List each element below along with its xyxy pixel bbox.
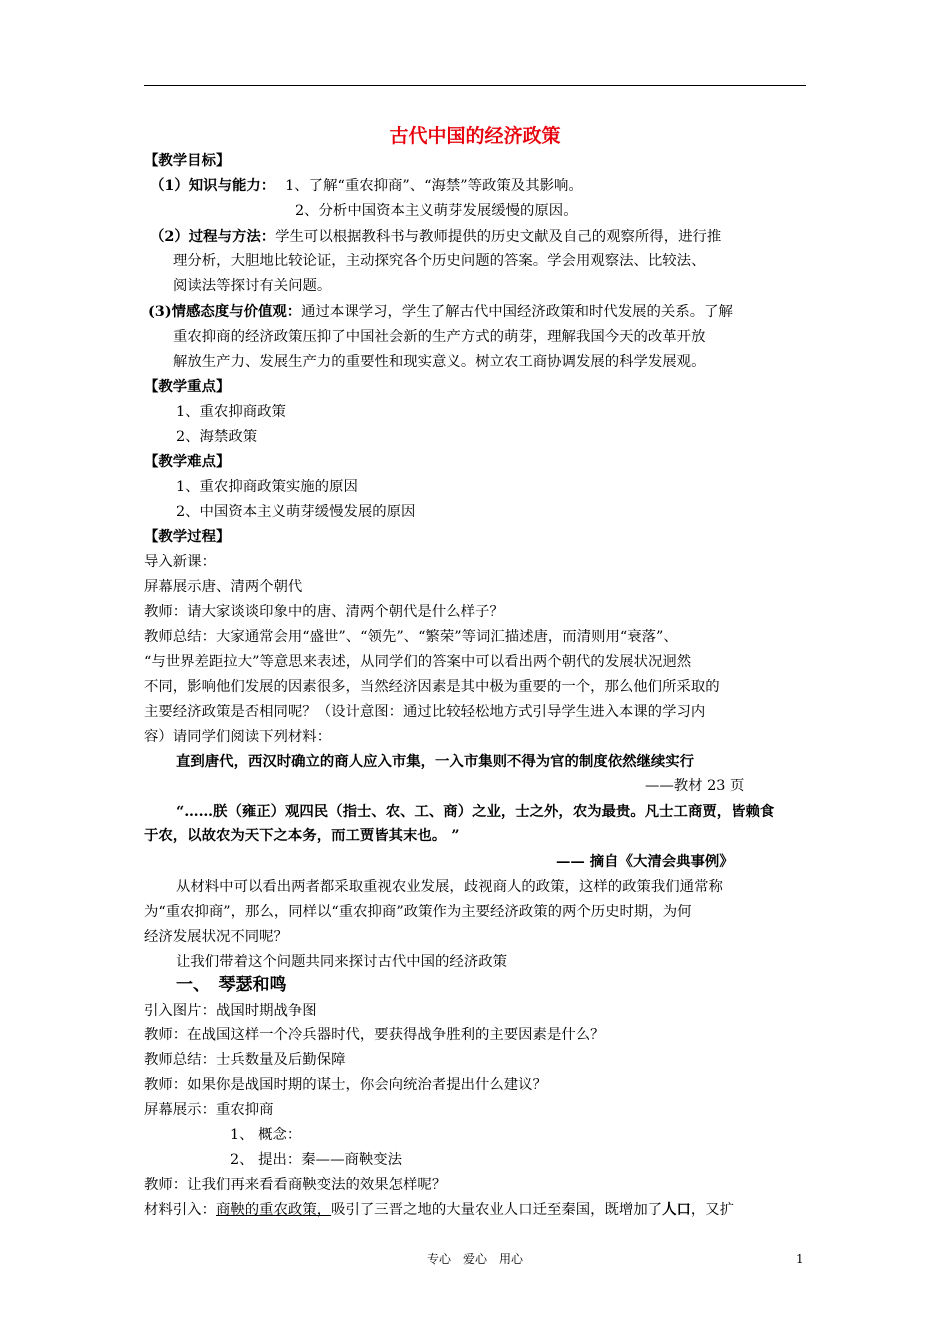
paragraph-line: 导入新课： xyxy=(144,554,216,570)
paragraph-line: 引入图片：战国时期战争图 xyxy=(144,1003,317,1019)
paragraph-line: 屏幕展示唐、清两个朝代 xyxy=(144,579,303,595)
page-number: 1 xyxy=(796,1252,804,1266)
paragraph-line: 屏幕展示：重农抑商 xyxy=(144,1102,274,1118)
objective-text: 2、分析中国资本主义萌芽发展缓慢的原因。 xyxy=(295,203,578,219)
quote-line: 直到唐代，西汉时确立的商人应入市集，一入市集则不得为官的制度依然继续实行 xyxy=(176,753,695,770)
objective-label: （1）知识与能力： xyxy=(150,177,276,194)
list-item: 2、 提出：秦——商鞅变法 xyxy=(230,1152,403,1168)
bold-term: 人口 xyxy=(662,1201,691,1218)
section-heading-objectives: 【教学目标】 xyxy=(144,152,231,169)
quote-line: 于农，以故农为天下之本务，而工贾皆其末也。 ” xyxy=(144,827,460,844)
objective-text: 重农抑商的经济政策压抑了中国社会新的生产方式的萌芽，理解我国今天的改革开放 xyxy=(173,329,706,345)
paragraph-line: 教师：请大家谈谈印象中的唐、清两个朝代是什么样子？ xyxy=(144,604,504,620)
objective-text: 1、了解“重农抑商”、“海禁”等政策及其影响。 xyxy=(285,178,583,194)
section-heading-process: 【教学过程】 xyxy=(144,528,231,545)
paragraph-line: 教师：让我们再来看看商鞅变法的效果怎样呢？ xyxy=(144,1177,447,1193)
quote-line: “……朕（雍正）观四民（指士、农、工、商）之业，士之外，农为最贵。凡士工商贾，皆赖食 xyxy=(176,803,775,820)
section-heading-key-points: 【教学重点】 xyxy=(144,378,231,395)
objective-text: 解放生产力、发展生产力的重要性和现实意义。树立农工商协调发展的科学发展观。 xyxy=(173,354,706,370)
list-item: 2、中国资本主义萌芽缓慢发展的原因 xyxy=(176,504,416,520)
objective-text: 阅读法等探讨有关问题。 xyxy=(173,278,332,294)
paragraph-line: 从材料中可以看出两者都采取重视农业发展，歧视商人的政策，这样的政策我们通常称 xyxy=(176,879,723,895)
paragraph-line: “与世界差距拉大”等意思来表述，从同学们的答案中可以看出两个朝代的发展状况迥然 xyxy=(144,654,692,670)
material-text: 吸引了三晋之地的大量农业人口迁至秦国，既增加了 xyxy=(331,1202,663,1218)
paragraph-line: 教师总结：士兵数量及后勤保障 xyxy=(144,1052,346,1068)
section-heading-difficulties: 【教学难点】 xyxy=(144,453,231,470)
list-item: 1、 概念： xyxy=(230,1127,302,1143)
paragraph-line: 为“重农抑商”，那么，同样以“重农抑商”政策作为主要经济政策的两个历史时期，为何 xyxy=(144,904,692,920)
header-rule xyxy=(144,85,806,86)
objective-3 xyxy=(148,301,733,323)
paragraph-line: 教师总结：大家通常会用“盛世”、“领先”、“繁荣”等词汇描述唐，而清则用“衰落”、 xyxy=(144,629,678,645)
paragraph-line: 教师：在战国这样一个冷兵器时代，要获得战争胜利的主要因素是什么？ xyxy=(144,1027,605,1043)
paragraph-line: 主要经济政策是否相同呢？（设计意图：通过比较轻松地方式引导学生进入本课的学习内 xyxy=(144,704,706,720)
paragraph-line: 经济发展状况不同呢？ xyxy=(144,929,288,945)
paragraph-line xyxy=(144,1199,734,1221)
paragraph-line: 教师：如果你是战国时期的谋士，你会向统治者提出什么建议？ xyxy=(144,1077,547,1093)
material-text: ，又扩 xyxy=(690,1202,735,1218)
objective-text: 理分析，大胆地比较论证，主动探究各个历史问题的答案。学会用观察法、比较法、 xyxy=(173,253,706,269)
list-item: 1、重农抑商政策实施的原因 xyxy=(176,479,358,495)
quote-source: —— 摘自《大清会典事例》 xyxy=(556,853,734,870)
objective-label: （2）过程与方法： xyxy=(150,228,276,245)
paragraph-line: 不同，影响他们发展的因素很多，当然经济因素是其中极为重要的一个，那么他们所采取的 xyxy=(144,679,720,695)
document-title: 古代中国的经济政策 xyxy=(389,125,561,147)
quote-source: ——教材 23 页 xyxy=(645,778,745,794)
section-heading-part-one: 一、 琴瑟和鸣 xyxy=(176,975,287,995)
objective-2 xyxy=(150,226,721,248)
paragraph-line: 让我们带着这个问题共同来探讨古代中国的经济政策 xyxy=(176,954,507,970)
list-item: 2、海禁政策 xyxy=(176,429,258,445)
list-item: 1、重农抑商政策 xyxy=(176,404,286,420)
objective-1 xyxy=(150,175,583,197)
objective-label: (3)情感态度与价值观： xyxy=(148,303,302,320)
objective-text: 通过本课学习，学生了解古代中国经济政策和时代发展的关系。了解 xyxy=(301,304,733,320)
objective-text: 学生可以根据教科书与教师提供的历史文献及自己的观察所得，进行推 xyxy=(275,229,722,245)
page-footer: 专心 爱心 用心 xyxy=(426,1252,523,1266)
underlined-phrase: 商鞅的重农政策， xyxy=(215,1202,332,1218)
material-label: 材料引入： xyxy=(144,1202,216,1218)
paragraph-line: 容）请同学们阅读下列材料： xyxy=(144,729,332,745)
